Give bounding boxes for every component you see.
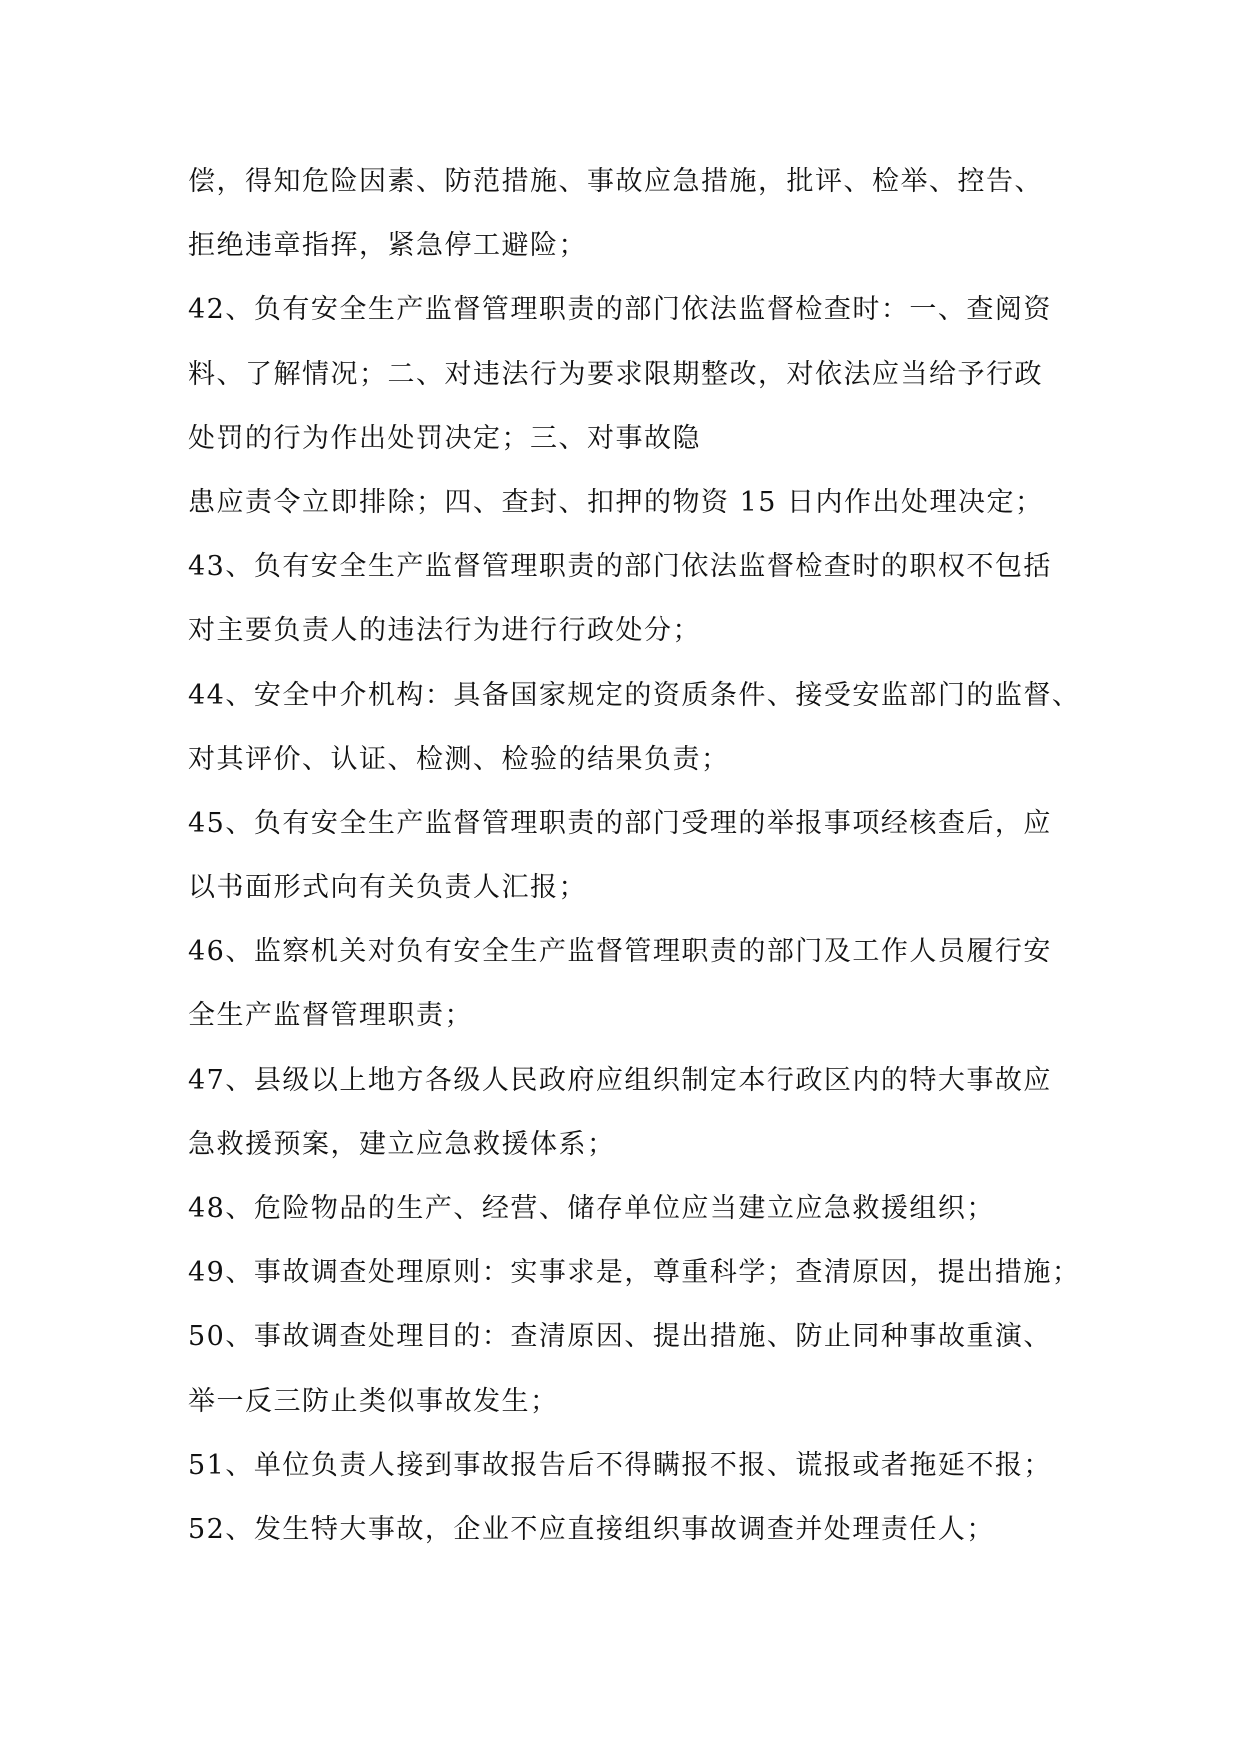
text-line: 47、县级以上地方各级人民政府应组织制定本行政区内的特大事故应 (188, 1064, 1052, 1096)
text-line: 45、负有安全生产监督管理职责的部门受理的举报事项经核查后，应 (188, 807, 1052, 839)
text-line: 44、安全中介机构：具备国家规定的资质条件、接受安监部门的监督、 (188, 679, 1081, 711)
text-line: 拒绝违章指挥，紧急停工避险； (188, 230, 587, 262)
text-line: 52、发生特大事故，企业不应直接组织事故调查并处理责任人； (188, 1513, 995, 1545)
text-line: 全生产监督管理职责； (188, 1000, 473, 1032)
text-line: 处罚的行为作出处罚决定；三、对事故隐 (188, 422, 701, 454)
text-line: 42、负有安全生产监督管理职责的部门依法监督检查时：一、查阅资 (188, 294, 1052, 326)
document-body (188, 150, 1088, 1562)
text-line: 51、单位负责人接到事故报告后不得瞒报不报、谎报或者拖延不报； (188, 1449, 1052, 1481)
text-line: 患应责令立即排除；四、查封、扣押的物资 15 日内作出处理决定； (188, 486, 1044, 518)
text-line: 对主要负责人的违法行为进行行政处分； (188, 615, 701, 647)
text-line: 偿，得知危险因素、防范措施、事故应急措施，批评、检举、控告、 (188, 166, 1043, 197)
text-line: 50、事故调查处理目的：查清原因、提出措施、防止同种事故重演、 (188, 1321, 1052, 1353)
text-line: 49、事故调查处理原则：实事求是，尊重科学；查清原因，提出措施； (188, 1257, 1081, 1289)
text-line: 以书面形式向有关负责人汇报； (188, 872, 587, 904)
text-line: 46、监察机关对负有安全生产监督管理职责的部门及工作人员履行安 (188, 936, 1052, 968)
text-line: 急救援预案，建立应急救援体系； (188, 1128, 616, 1160)
text-line: 48、危险物品的生产、经营、储存单位应当建立应急救援组织； (188, 1193, 995, 1224)
text-line: 43、负有安全生产监督管理职责的部门依法监督检查时的职权不包括 (188, 551, 1052, 583)
text-line: 料、了解情况；二、对违法行为要求限期整改，对依法应当给予行政 (188, 358, 1043, 390)
text-line: 举一反三防止类似事故发生； (188, 1385, 559, 1417)
text-line: 对其评价、认证、检测、检验的结果负责； (188, 743, 730, 775)
